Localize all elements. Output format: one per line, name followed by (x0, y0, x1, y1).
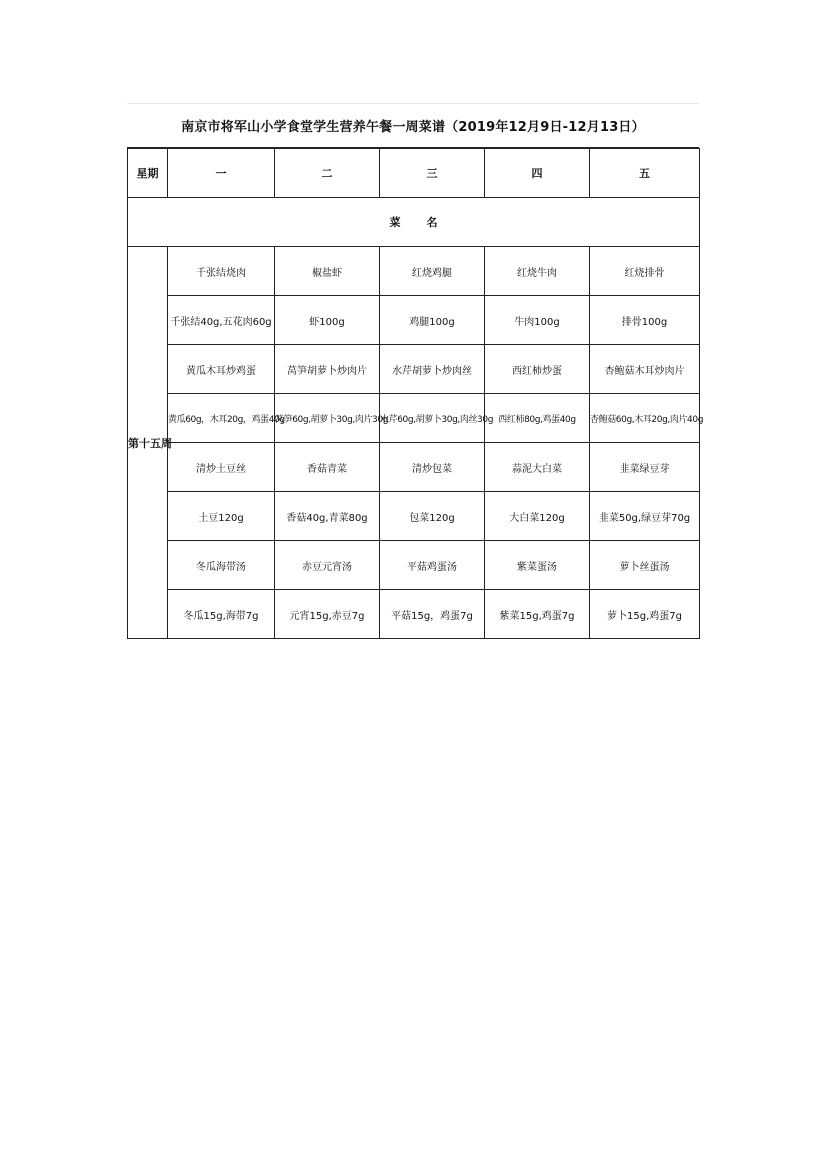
menu-cell: 元宵15g,赤豆7g (275, 590, 380, 639)
table-row (128, 345, 700, 394)
menu-cell: 红烧牛肉 (485, 247, 590, 296)
menu-cell: 萝卜15g,鸡蛋7g (590, 590, 700, 639)
table-row (128, 492, 700, 541)
menu-sheet (127, 103, 704, 639)
menu-cell: 冬瓜海带汤 (168, 541, 275, 590)
menu-cell: 红烧排骨 (590, 247, 700, 296)
menu-cell: 杏鲍菇木耳炒肉片 (590, 345, 700, 394)
menu-cell: 韭菜绿豆芽 (590, 443, 700, 492)
menu-cell: 千张结烧肉 (168, 247, 275, 296)
menu-cell: 牛肉100g (485, 296, 590, 345)
page-title: 南京市将军山小学食堂学生营养午餐一周菜谱（2019年12月9日-12月13日） (127, 103, 699, 148)
menu-cell: 椒盐虾 (275, 247, 380, 296)
menu-cell: 香菇青菜 (275, 443, 380, 492)
menu-cell: 鸡腿100g (380, 296, 485, 345)
table-row (128, 394, 700, 443)
menu-cell: 香菇40g,青菜80g (275, 492, 380, 541)
weekday-2: 二 (275, 149, 380, 198)
table-row (128, 443, 700, 492)
menu-cell: 清炒土豆丝 (168, 443, 275, 492)
menu-cell: 清炒包菜 (380, 443, 485, 492)
menu-cell: 水芹60g,胡萝卜30g,肉丝30g (380, 394, 485, 443)
menu-cell: 杏鲍菇60g,木耳20g,肉片40g (590, 394, 700, 443)
weekday-3: 三 (380, 149, 485, 198)
menu-cell: 土豆120g (168, 492, 275, 541)
menu-cell: 红烧鸡腿 (380, 247, 485, 296)
menu-cell: 西红柿炒蛋 (485, 345, 590, 394)
menu-cell: 包菜120g (380, 492, 485, 541)
weekday-4: 四 (485, 149, 590, 198)
menu-cell: 莴笋胡萝卜炒肉片 (275, 345, 380, 394)
menu-cell: 西红柿80g,鸡蛋40g (485, 394, 590, 443)
table-row (128, 541, 700, 590)
weekday-header-row (128, 149, 700, 198)
menu-cell: 黄瓜木耳炒鸡蛋 (168, 345, 275, 394)
menu-cell: 水芹胡萝卜炒肉丝 (380, 345, 485, 394)
menu-cell: 排骨100g (590, 296, 700, 345)
table-row (128, 296, 700, 345)
menu-cell: 平菇15g，鸡蛋7g (380, 590, 485, 639)
weekday-5: 五 (590, 149, 700, 198)
table-row (128, 247, 700, 296)
menu-cell: 蒜泥大白菜 (485, 443, 590, 492)
weekday-label: 星期 (128, 149, 168, 198)
menu-cell: 虾100g (275, 296, 380, 345)
menu-cell: 韭菜50g,绿豆芽70g (590, 492, 700, 541)
section-header-row (128, 198, 700, 247)
menu-cell: 黄瓜60g，木耳20g，鸡蛋40g (168, 394, 275, 443)
menu-cell: 赤豆元宵汤 (275, 541, 380, 590)
menu-cell: 紫菜蛋汤 (485, 541, 590, 590)
menu-table (127, 148, 704, 639)
menu-cell: 大白菜120g (485, 492, 590, 541)
menu-cell: 冬瓜15g,海带7g (168, 590, 275, 639)
week-label: 第十五周 (128, 247, 168, 639)
menu-cell: 紫菜15g,鸡蛋7g (485, 590, 590, 639)
weekday-1: 一 (168, 149, 275, 198)
table-row (128, 590, 700, 639)
menu-cell: 平菇鸡蛋汤 (380, 541, 485, 590)
menu-cell: 千张结40g,五花肉60g (168, 296, 275, 345)
menu-cell: 萝卜丝蛋汤 (590, 541, 700, 590)
menu-cell: 莴笋60g,胡萝卜30g,肉片30g (275, 394, 380, 443)
dish-name-header: 菜名 (128, 198, 700, 247)
